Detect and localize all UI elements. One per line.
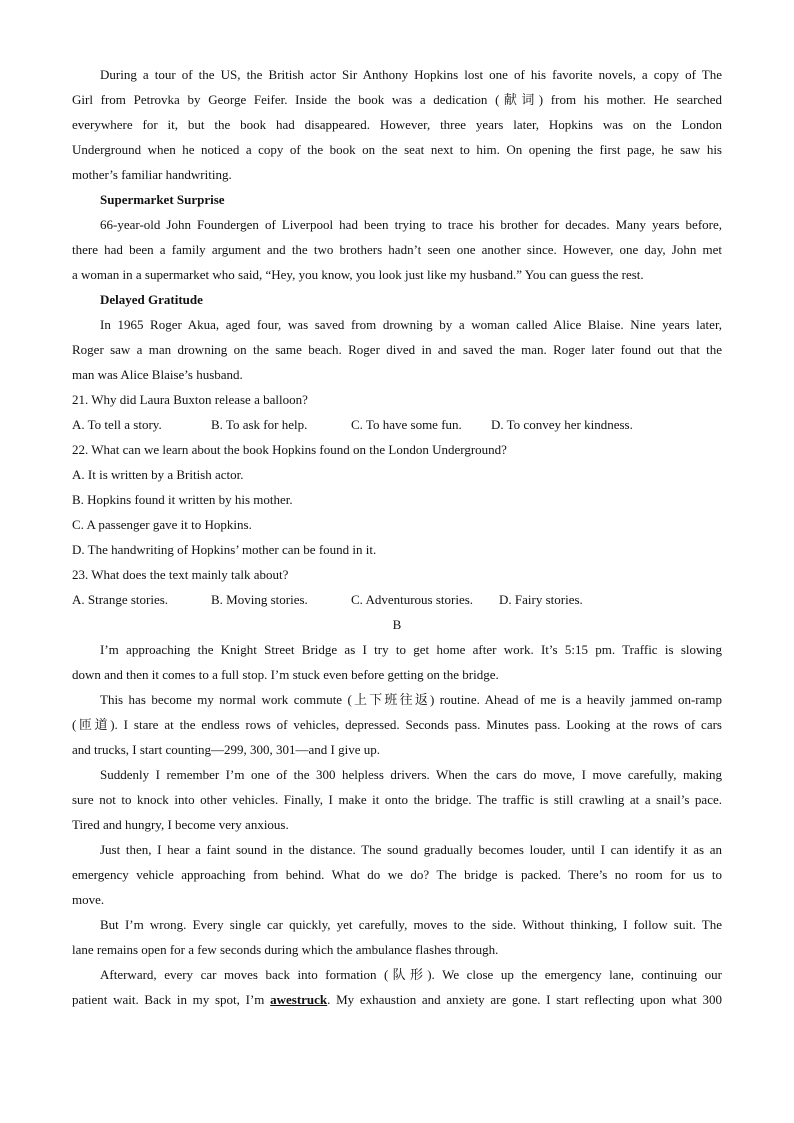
passage-b-paragraph-3 [72,762,722,837]
option-b: B. Moving stories. [211,592,308,607]
question-22 [72,437,722,562]
text-line: Suddenly I remember I’m one of the 300 helpless drivers. When the cars do move, I move carefully, making [100,767,722,782]
text-line: Underground when he noticed a copy of the book on the seat next to him. On opening the first page, he saw his [72,142,722,157]
text-line: Just then, I hear a faint sound in the distance. The sound gradually becomes louder, until I can identify it as an [100,842,722,857]
option-a: A. Strange stories. [72,592,169,607]
text-line: 66-year-old John Foundergen of Liverpool had been trying to trace his brother for decades. Many years before, [100,217,722,232]
question-options [72,587,722,612]
passage-b-paragraph-1 [72,637,722,687]
passage-b-paragraph-2 [72,687,722,762]
text-line: I’m approaching the Knight Street Bridge as I try to get home after work. It’s 5:15 pm. Traffic is slowing [100,642,722,657]
text-line: (匝道). I stare at the endless rows of vehicles, depressed. Seconds pass. Minutes pass. Looking at the rows of cars [72,717,722,732]
option-a: A. It is written by a British actor. [72,467,244,482]
option-c: C. Adventurous stories. [351,592,474,607]
text-line: Afterward, every car moves back into formation (队形). We close up the emergency lane, continuing our [100,967,722,982]
option-b: B. Hopkins found it written by his mother. [72,492,293,507]
text-line: Tired and hungry, I become very anxious. [72,817,289,832]
keyword-awestruck: awestruck [270,992,328,1007]
question-stem: 21. Why did Laura Buxton release a balloon? [72,392,308,407]
question-23 [72,562,722,612]
text-line: sure not to knock into other vehicles. Finally, I make it onto the bridge. The traffic is still crawling at a snail’s pace. [72,792,722,807]
text-line: everywhere for it, but the book had disappeared. However, three years later, Hopkins was on the London [72,117,722,132]
question-stem: 23. What does the text mainly talk about? [72,567,289,582]
gratitude-paragraph [72,312,722,387]
text-line: lane remains open for a few seconds during which the ambulance flashes through. [72,942,499,957]
text-line: This has become my normal work commute (上下班往返) routine. Ahead of me is a heavily jammed on-ramp [100,692,722,707]
option-a: A. To tell a story. [72,417,162,432]
text-line: mother’s familiar handwriting. [72,167,232,182]
option-d: D. The handwriting of Hopkins’ mother can be found in it. [72,542,377,557]
passage-b-paragraph-5 [72,912,722,962]
text-line: In 1965 Roger Akua, aged four, was saved from drowning by a woman called Alice Blaise. Nine years later, [100,317,722,332]
section-label-b: B [392,617,402,632]
text-segment: . My exhaustion and anxiety are gone. I start reflecting upon what 300 [327,992,723,1007]
passage-b-paragraph-6 [72,962,722,1012]
text-line: down and then it comes to a full stop. I’m stuck even before getting on the bridge. [72,667,499,682]
text-line: move. [72,892,105,907]
text-line: man was Alice Blaise’s husband. [72,367,243,382]
option-d: D. Fairy stories. [499,592,583,607]
text-line: and trucks, I start counting—299, 300, 301—and I give up. [72,742,380,757]
option-b: B. To ask for help. [211,417,308,432]
passage-b-paragraph-4 [72,837,722,912]
text-line: Girl from Petrovka by George Feifer. Inside the book was a dedication (献词) from his mother. He searched [72,92,722,107]
question-21 [72,387,722,437]
text-segment: patient wait. Back in my spot, I’m [72,992,271,1007]
supermarket-paragraph [72,212,722,287]
option-c: C. A passenger gave it to Hopkins. [72,517,252,532]
text-line: During a tour of the US, the British actor Sir Anthony Hopkins lost one of his favorite novels, a copy of The [100,67,722,82]
option-d: D. To convey her kindness. [491,417,633,432]
document-page [72,62,722,1012]
text-line: Roger saw a man drowning on the same beach. Roger dived in and saved the man. Roger later found out that the [72,342,722,357]
text-line: But I’m wrong. Every single car quickly, yet carefully, moves to the side. Without thinking, I follow suit. The [100,917,722,932]
text-line [72,987,722,1012]
hopkins-paragraph [72,62,722,187]
text-line: a woman in a supermarket who said, “Hey, you know, you look just like my husband.” You can guess the rest. [72,267,644,282]
heading-delayed-gratitude: Delayed Gratitude [100,292,203,307]
text-line: there had been a family argument and the two brothers hadn’t seen one another since. However, one day, John met [72,242,722,257]
text-line: emergency vehicle approaching from behind. What do we do? The bridge is packed. There’s no room for us to [72,867,722,882]
option-c: C. To have some fun. [351,417,462,432]
question-options [72,412,722,437]
heading-supermarket-surprise: Supermarket Surprise [100,192,225,207]
question-stem: 22. What can we learn about the book Hopkins found on the London Underground? [72,442,507,457]
